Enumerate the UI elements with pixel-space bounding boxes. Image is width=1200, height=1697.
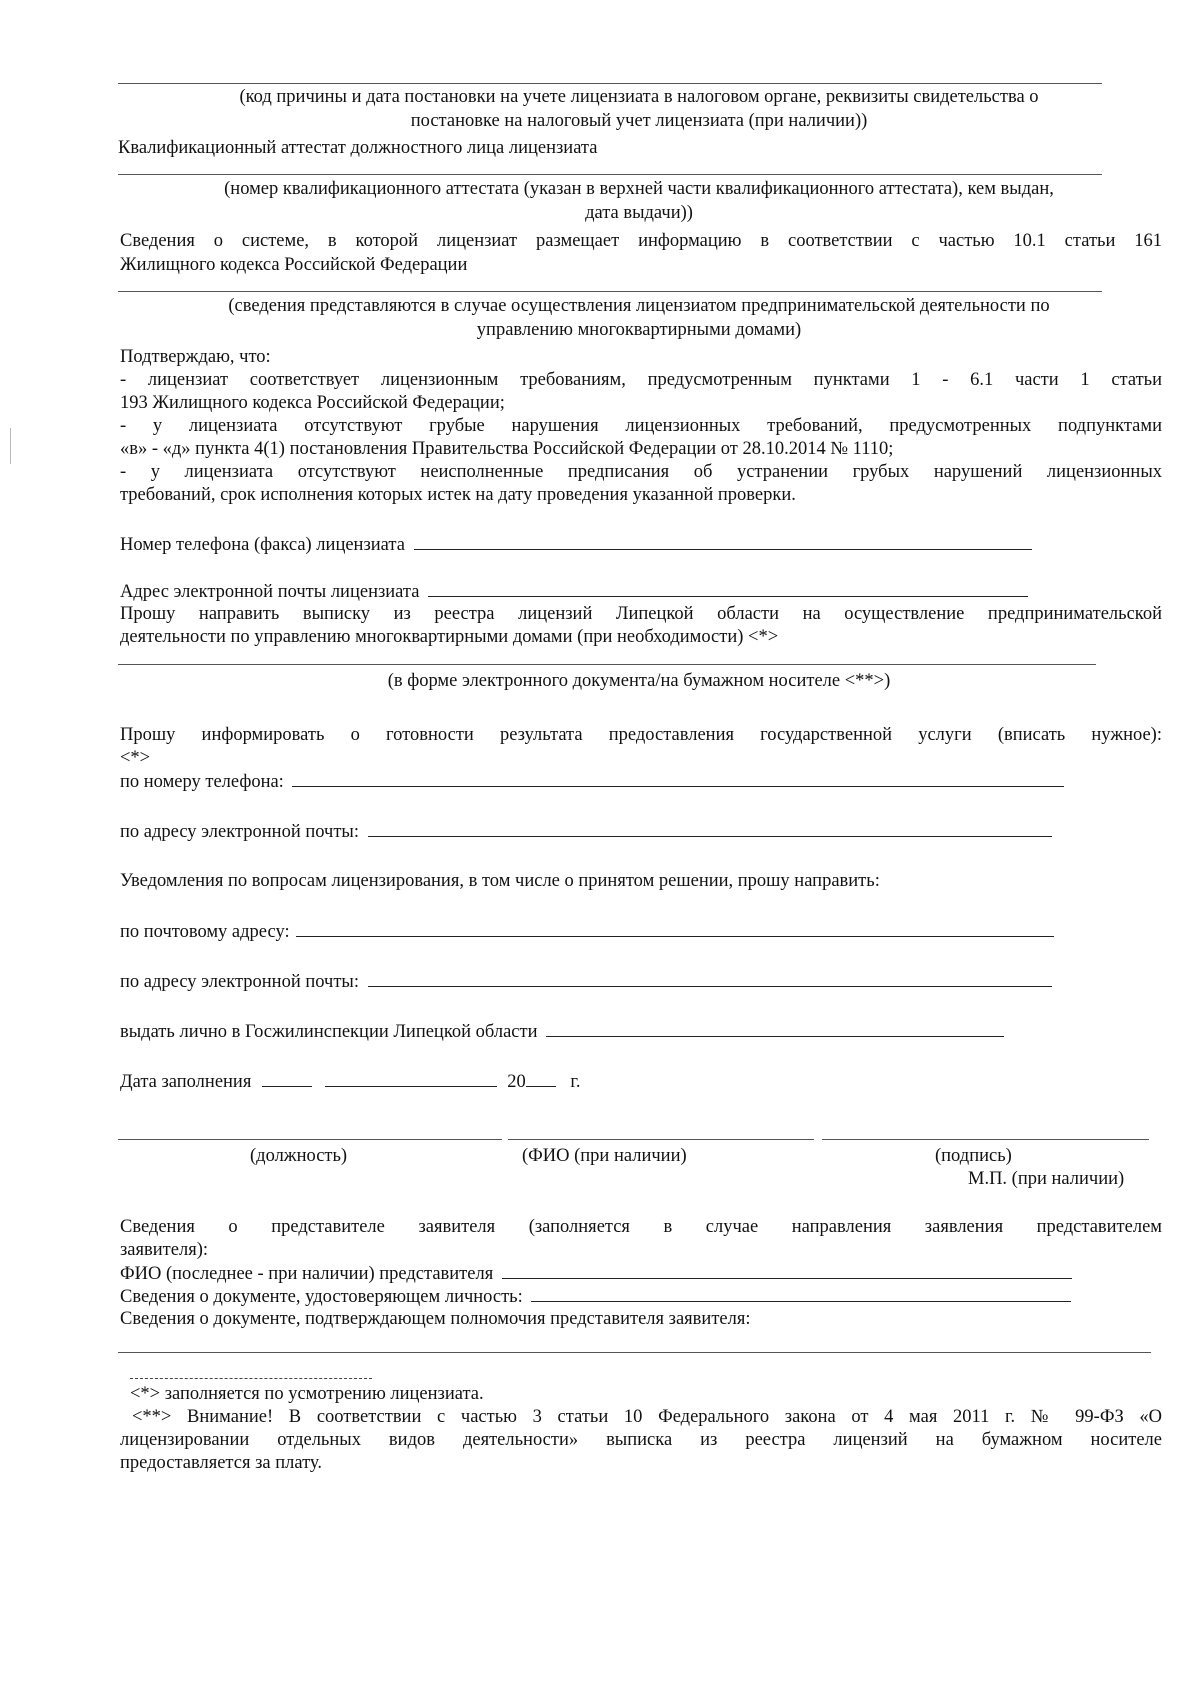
notify-email-label: по адресу электронной почты:	[120, 972, 359, 992]
inform-request-2: <*>	[120, 748, 151, 768]
attestat-caption-1: (номер квалификационного аттестата (указан в верхней части квалификационного аттестата), кем выдан,	[224, 179, 1054, 199]
footnote-1: <*> заполняется по усмотрению лицензиата.	[130, 1384, 484, 1404]
footnote-2-line3: предоставляется за плату.	[120, 1453, 322, 1473]
attestat-line[interactable]	[118, 174, 1102, 175]
representative-fio-field[interactable]	[502, 1262, 1072, 1279]
representative-heading-1: Сведения о представителе заявителя (заполняется в случае направления заявления представителем	[120, 1217, 1162, 1237]
representative-authority-line[interactable]	[118, 1352, 1151, 1353]
inform-phone-field[interactable]	[292, 770, 1064, 787]
fio-line[interactable]	[508, 1139, 814, 1140]
date-month-field[interactable]	[325, 1070, 497, 1087]
scan-margin-mark	[10, 428, 11, 464]
system-label-1: Сведения о системе, в которой лицензиат размещает информацию в соответствии с частью 10.1 статьи 161	[120, 231, 1162, 251]
extract-caption: (в форме электронного документа/на бумажном носителе <**>)	[387, 671, 891, 691]
phone-field[interactable]	[414, 533, 1032, 550]
system-line[interactable]	[118, 291, 1102, 292]
email-field[interactable]	[428, 580, 1028, 597]
extract-request-2: деятельности по управлению многоквартирными домами (при необходимости) <*>	[120, 627, 779, 647]
date-year-field[interactable]	[526, 1070, 556, 1087]
inform-email-label: по адресу электронной почты:	[120, 822, 359, 842]
confirm-item1-line1: - лицензиат соответствует лицензионным требованиям, предусмотренным пунктами 1 - 6.1 части 1 статьи	[120, 370, 1162, 390]
confirm-item3-line1: - у лицензиата отсутствуют неисполненные предписания об устранении грубых нарушений лицензионных	[120, 462, 1162, 482]
confirm-heading: Подтверждаю, что:	[120, 347, 271, 367]
representative-fio-row	[120, 1262, 1072, 1286]
footnote-2-line2: лицензировании отдельных видов деятельности» выписка из реестра лицензий на бумажном носителе	[120, 1430, 1162, 1450]
tax-registration-caption-2: постановке на налоговый учет лицензиата (при наличии))	[410, 111, 868, 131]
inform-phone-row	[120, 770, 1064, 794]
notify-email-field[interactable]	[368, 970, 1052, 987]
confirm-item2-line1: - у лицензиата отсутствуют грубые нарушения лицензионных требований, предусмотренных подпунктами	[120, 416, 1162, 436]
position-caption: (должность)	[250, 1146, 348, 1166]
attestat-label: Квалификационный аттестат должностного лица лицензиата	[118, 138, 598, 158]
phone-label: Номер телефона (факса) лицензиата	[120, 535, 405, 555]
tax-registration-caption-1: (код причины и дата постановки на учете лицензиата в налоговом органе, реквизиты свидетельства о	[239, 87, 1039, 107]
confirm-item3-line2: требований, срок исполнения которых истек на дату проведения указанной проверки.	[120, 485, 796, 505]
date-row	[120, 1070, 580, 1094]
inform-email-field[interactable]	[368, 820, 1052, 837]
extract-line[interactable]	[118, 664, 1096, 665]
position-line[interactable]	[118, 1139, 502, 1140]
notify-email-row	[120, 970, 1052, 994]
tax-registration-line[interactable]	[118, 83, 1102, 84]
inform-phone-label: по номеру телефона:	[120, 772, 284, 792]
date-year-suffix: г.	[570, 1072, 581, 1092]
date-label: Дата заполнения	[120, 1072, 252, 1092]
footnote-2-line1: <**> Внимание! В соответствии с частью 3 статьи 10 Федерального закона от 4 мая 2011 г. № 99-ФЗ «О	[132, 1407, 1162, 1427]
representative-authority-label: Сведения о документе, подтверждающем полномочия представителя заявителя:	[120, 1309, 751, 1329]
notify-post-row	[120, 920, 1054, 944]
signature-caption: (подпись)	[935, 1146, 1012, 1166]
confirm-item2-line2: «в» - «д» пункта 4(1) постановления Правительства Российской Федерации от 28.10.2014 № 1110;	[120, 439, 894, 459]
email-row	[120, 580, 1028, 604]
representative-identity-row	[120, 1285, 1071, 1309]
date-year-prefix: 20	[507, 1072, 526, 1092]
phone-row	[120, 533, 1032, 557]
extract-request-1: Прошу направить выписку из реестра лицензий Липецкой области на осуществление предпринимательской	[120, 604, 1162, 624]
attestat-caption-2: дата выдачи))	[585, 203, 693, 223]
representative-identity-field[interactable]	[531, 1285, 1071, 1302]
confirm-item1-line2: 193 Жилищного кодекса Российской Федерации;	[120, 393, 505, 413]
system-label-2: Жилищного кодекса Российской Федерации	[120, 255, 468, 275]
representative-identity-label: Сведения о документе, удостоверяющем личность:	[120, 1287, 523, 1307]
representative-heading-2: заявителя):	[120, 1240, 209, 1260]
system-caption-2: управлению многоквартирными домами)	[476, 320, 802, 340]
notify-post-label: по почтовому адресу:	[120, 922, 290, 942]
inform-request-1: Прошу информировать о готовности результата предоставления государственной услуги (вписать нужное):	[120, 725, 1162, 745]
stamp-caption: М.П. (при наличии)	[968, 1169, 1125, 1189]
email-label: Адрес электронной почты лицензиата	[120, 582, 420, 602]
notify-post-field[interactable]	[296, 920, 1054, 937]
notify-inperson-field[interactable]	[546, 1020, 1004, 1037]
notify-heading: Уведомления по вопросам лицензирования, в том числе о принятом решении, прошу направить:	[120, 871, 880, 891]
system-caption-1: (сведения представляются в случае осуществления лицензиатом предпринимательской деятельности по	[228, 296, 1050, 316]
date-day-field[interactable]	[262, 1070, 312, 1087]
inform-email-row	[120, 820, 1052, 844]
representative-fio-label: ФИО (последнее - при наличии) представителя	[120, 1264, 494, 1284]
notify-inperson-label: выдать лично в Госжилинспекции Липецкой области	[120, 1022, 538, 1042]
fio-caption: (ФИО (при наличии)	[522, 1146, 687, 1166]
footnote-separator	[130, 1378, 372, 1379]
notify-inperson-row	[120, 1020, 1004, 1044]
signature-line[interactable]	[822, 1139, 1149, 1140]
